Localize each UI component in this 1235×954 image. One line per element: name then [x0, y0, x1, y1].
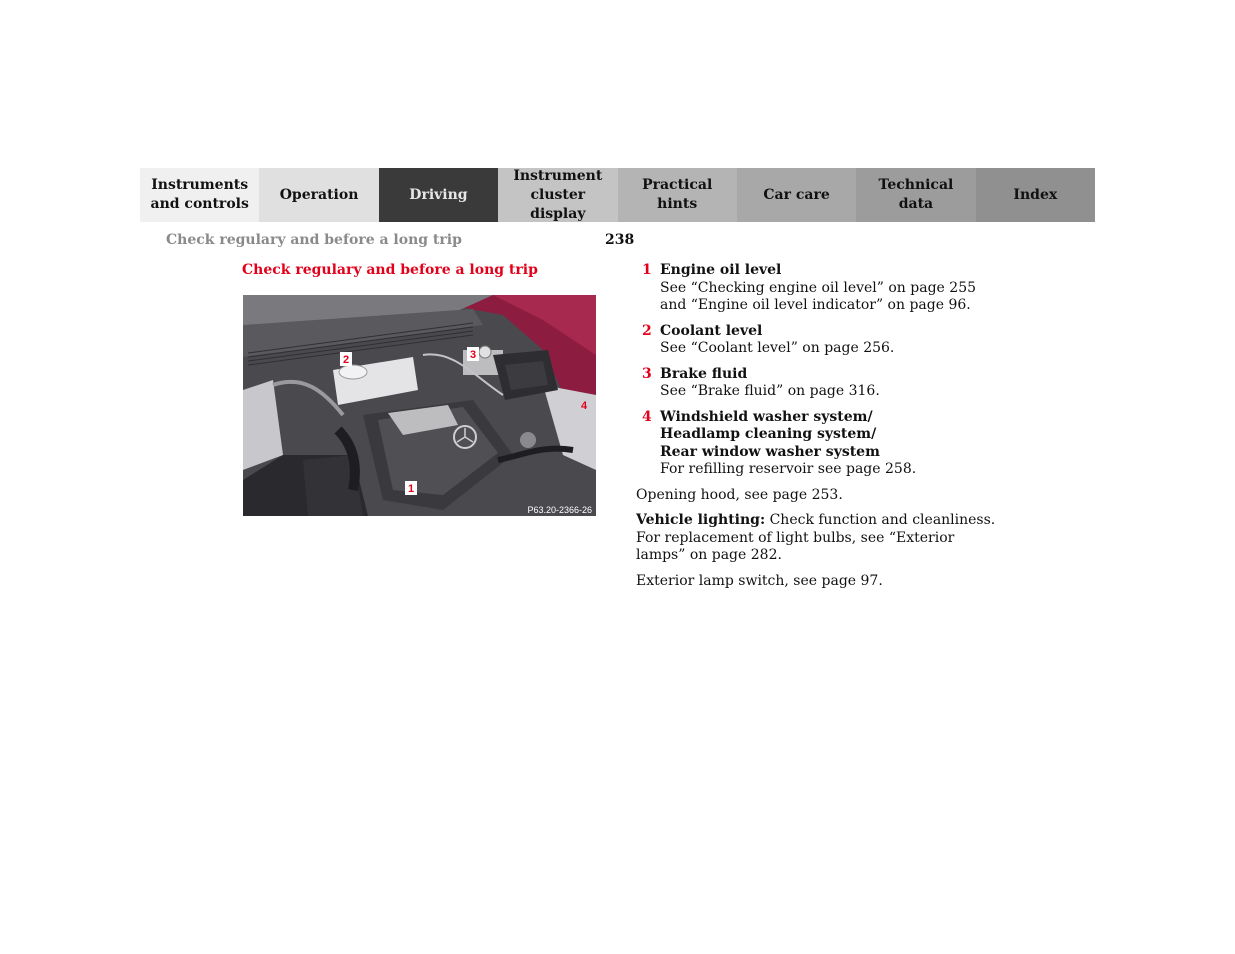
list-item: [636, 323, 996, 358]
callout-4: 4: [580, 400, 588, 412]
tab-label: Car care: [763, 186, 830, 203]
tab-label: Instruments and controls: [150, 177, 249, 212]
tab-label: Technical data: [878, 177, 954, 212]
item-title: Coolant level: [660, 322, 763, 339]
tab-label: Instrument cluster display: [513, 167, 603, 222]
item-number: 2: [642, 322, 652, 339]
item-text: See “Checking engine oil level” on page 255 and “Engine oil level indicator” on page 96.: [660, 279, 977, 313]
figure-code: P63.20-2366-26: [527, 505, 592, 515]
chapter-tab-bar: [140, 168, 1095, 222]
tab-driving[interactable]: [379, 168, 498, 222]
tab-operation[interactable]: [259, 168, 378, 222]
tab-label: Driving: [409, 186, 468, 203]
item-text: See “Brake fluid” on page 316.: [660, 383, 880, 399]
item-number: 1: [642, 262, 652, 278]
tab-label: Operation: [279, 186, 359, 203]
item-number: 3: [642, 365, 652, 382]
list-item: [636, 366, 996, 401]
lighting-text: Check function and cleanliness. For replacement of light bulbs, see “Exterior lamps” on page 282.: [636, 512, 996, 563]
tab-instrument-cluster-display[interactable]: [498, 168, 617, 222]
page-number: 238: [605, 232, 635, 248]
tab-car-care[interactable]: [737, 168, 856, 222]
item-title: Windshield washer system/ Headlamp cleaning system/ Rear window washer system: [660, 408, 880, 460]
tab-technical-data[interactable]: [856, 168, 975, 222]
engine-compartment-illustration: [243, 295, 596, 516]
lamp-switch-paragraph: Exterior lamp switch, see page 97.: [636, 572, 883, 589]
item-text: See “Coolant level” on page 256.: [660, 340, 895, 356]
tab-label: Index: [1013, 186, 1058, 203]
tab-practical-hints[interactable]: [618, 168, 737, 222]
item-number: 4: [642, 408, 652, 425]
tab-index[interactable]: [976, 168, 1095, 222]
running-header-title: Check regulary and before a long trip: [166, 232, 462, 248]
checklist-content: [636, 262, 996, 598]
item-title: Brake fluid: [660, 365, 748, 382]
tab-label: Practical hints: [642, 177, 713, 212]
item-text: For refilling reservoir see page 258.: [660, 461, 917, 477]
list-item: [636, 409, 996, 479]
callout-3: 3: [469, 349, 477, 361]
tab-instruments-and-controls[interactable]: [140, 168, 259, 222]
callout-2: 2: [342, 354, 350, 366]
lighting-paragraph: [636, 512, 996, 565]
section-title: Check regulary and before a long trip: [242, 262, 538, 278]
callout-1: 1: [407, 483, 415, 495]
lighting-label: Vehicle lighting:: [636, 512, 766, 528]
item-title: Engine oil level: [660, 262, 782, 278]
list-item: [636, 262, 996, 315]
hood-paragraph: Opening hood, see page 253.: [636, 486, 843, 503]
